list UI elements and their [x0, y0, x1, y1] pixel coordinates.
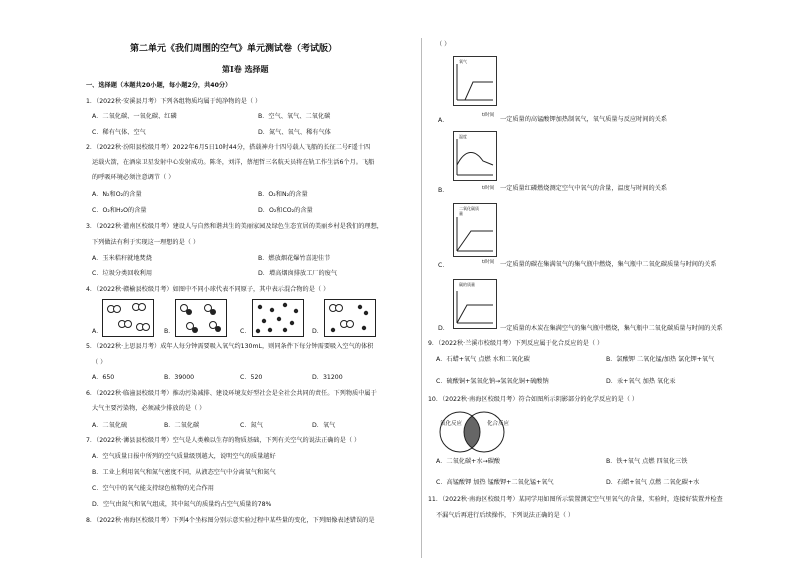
particle-diagram-b [175, 299, 227, 337]
q9-option-b: B．氯酸钾 二氧化锰/加热 氯化钾+氧气 [606, 356, 715, 363]
question-3: 3．（2022秋·灌南区校级月考）建设人与自然和谐共生的美丽家园及绿色生态宜居的美丽乡村是我们的理想， [86, 223, 383, 230]
q5-option-a: A．650 [92, 374, 115, 381]
q5-option-d: D．31200 [312, 374, 343, 381]
question-7: 7．（2022秋·浉县县校级月考）空气是人类赖以生存的物质基础，下列有关空气的说法正确的是（ ） [86, 437, 361, 444]
question-11: 11．（2022秋·南海区校级月考）某同学用如图所示装置测定空气里氧气的含量，实验时，连接好装置并检查 [428, 496, 723, 503]
q6-option-c: C．氮气 [240, 422, 263, 429]
graph-b-option: B． [438, 187, 449, 194]
particle-diagram-d [324, 299, 376, 337]
q10-option-d: D．石蜡+氧气 点燃 二氧化碳+水 [606, 479, 700, 486]
graph-a-ylabel: 氧气 [459, 59, 467, 64]
graph-d-ylabel: 碳的质量 [459, 282, 475, 287]
venn-diagram [436, 410, 508, 454]
q4-option-c: C． [240, 328, 251, 335]
q1-option-a: A．二氧化碳、一氧化碳、红磷 [92, 113, 177, 120]
venn-left-label: 氧化反应 [440, 421, 463, 427]
question-5: 5．（2022秋·上思县月考）成年人每分钟需要吸入氧气约130mL，则同条件下每分钟需要吸入空气的体积 [86, 343, 374, 350]
graph-c-option: C． [438, 262, 449, 269]
q2-option-d: D．O₂和CO₂的含量 [258, 207, 313, 214]
question-3-line2: 下列做法有利于实现这一理想的是（ ） [92, 239, 200, 246]
graph-d-option: D． [438, 325, 449, 332]
graph-c-xlabel: t/时间 [482, 260, 495, 265]
graph-a-text: 一定质量的高锰酸钾加热制氧气，氧气质量与反应时间的关系 [500, 116, 668, 123]
graph-d [453, 279, 497, 329]
q7-option-a: A．空气质量日报中所列的空气质量级别越大，说明空气的质量越好 [92, 453, 276, 460]
q4-option-d: D． [312, 328, 323, 335]
q4-option-a: A． [92, 328, 103, 335]
q2-option-b: B．O₂和N₂的含量 [258, 191, 308, 198]
q3-option-d: D．增高烟囱排放工厂的废气 [258, 270, 338, 277]
question-6: 6．（2022秋·临潼县校级月考）推动污染减排、建设环境友好型社会是全社会共同的责任。下列物质中属于 [86, 390, 377, 397]
q1-option-d: D．氮气、氧气、稀有气体 [258, 129, 331, 136]
q10-option-a: A．二氧化碳+水→碳酸 [436, 458, 501, 465]
question-4: 4．（2022秋·赣榆县校级月考）如图中不同小球代表不同原子，其中表示混合物的是（ ） [86, 286, 330, 293]
q1-option-b: B．空气、氧气、二氧化碳 [258, 113, 331, 120]
q7-option-b: B．工业上利用氧气和氮气密度不同，从液态空气中分离氧气和氮气 [92, 469, 276, 476]
graph-c [453, 203, 497, 257]
graph-a [453, 56, 497, 106]
q9-option-d: D．汞+氧气 加热 氧化汞 [606, 378, 676, 385]
part-heading: 一、选择题（本题共20小题，每小题2分，共40分） [86, 82, 232, 89]
question-2-line2: 运载火箭，在酒泉卫星发射中心发射成功。陈冬，刘洋，蔡旭哲三名航天员将在轨工作生活6个月。飞船 [92, 159, 375, 166]
q10-option-c: C．高锰酸钾 加热 锰酸钾+二氧化锰+氧气 [436, 479, 554, 486]
q5-option-b: B．39000 [164, 374, 195, 381]
column-divider [421, 38, 422, 558]
question-10: 10．（2022秋·南海区校级月考）符合如图所示阴影部分的化学反应的是（ ） [428, 396, 639, 403]
q9-option-a: A．石蜡+氧气 点燃 水和二氧化碳 [436, 356, 530, 363]
q3-option-c: C．垃圾分类回收利用 [92, 270, 153, 277]
graph-b [453, 131, 497, 181]
graph-b-xlabel: t/时间 [482, 186, 495, 191]
q3-option-b: B．燃放烟花爆竹喜迎佳节 [258, 255, 331, 262]
particle-diagram-a [102, 299, 154, 337]
q3-option-a: A．玉米秸秆就地焚烧 [92, 255, 152, 262]
graph-a-option: A． [438, 117, 449, 124]
graph-c-ylabel: 二氧化碳质量 [459, 206, 479, 216]
graph-b-text: 一定质量红磷燃烧测定空气中氧气的含量，温度与时间的关系 [500, 185, 668, 192]
particle-diagram-c [252, 299, 304, 337]
q4-option-b: B． [164, 328, 175, 335]
q5-option-c: C．520 [240, 374, 263, 381]
question-6-line2: 大气主要污染物，必须减少排放的是（ ） [92, 405, 206, 412]
question-8: 8．（2022秋·南海区校级月考）下列4个坐标图分别示意实验过程中某些量的变化，下列图像表述错误的是 [86, 517, 375, 524]
graph-a-xlabel: t/时间 [482, 113, 495, 118]
q2-option-a: A．N₂和O₂的含量 [92, 191, 142, 198]
q8-answer-paren: （ ） [436, 41, 451, 48]
q9-option-c: C．硫酸铜+氢氧化钠→氢氧化铜+硫酸钠 [436, 378, 549, 385]
question-11-line2: 不漏气后再进行后续操作，下列说法正确的是（ ） [436, 512, 575, 519]
q6-option-b: B．二氧化碳 [164, 422, 200, 429]
q6-option-a: A．二氧化硫 [92, 422, 128, 429]
graph-c-text: 一定质量的碳在集满氧气的集气瓶中燃烧，集气瓶中二氧化碳质量与时间的关系 [500, 261, 717, 268]
question-2-line3: 的呼吸环境必须注意调节（ ） [92, 174, 175, 181]
q2-option-c: C．O₂和H₂O的含量 [92, 207, 147, 214]
section-title: 第Ⅰ卷 选择题 [222, 64, 269, 74]
q6-option-d: D．氧气 [312, 422, 336, 429]
question-5-line2: （ ） [92, 359, 107, 366]
question-2: 2．（2022秋·汾阳县校级月考）2022年6月5日10时44分，搭载神舟十四号载人飞船的长征二号F遥十四 [86, 144, 371, 151]
graph-d-text: 一定质量的木炭在集满空气的集气瓶中燃烧，集气瓶中二氧化碳质量与时间的关系 [500, 325, 723, 332]
question-1: 1．（2022秋·安溪县月考）下列各组物质均属于纯净物的是（ ） [86, 98, 262, 105]
graph-b-ylabel: 温度 [459, 134, 467, 139]
venn-right-label: 化合反应 [487, 421, 510, 427]
q7-option-d: D．空气由氮气和氧气组成，其中氮气的质量约占空气质量的78% [92, 501, 272, 508]
q1-option-c: C．稀有气体、空气 [92, 129, 146, 136]
question-9: 9．（2022秋·兰溪市校级月考）下列反应属于化合反应的是（ ） [428, 340, 604, 347]
q7-option-c: C．空气中的氧气能支持绿色植物的光合作用 [92, 485, 214, 492]
q10-option-b: B．铁+氧气 点燃 四氧化三铁 [606, 458, 688, 465]
page-title: 第二单元《我们周围的空气》单元测试卷（考试版） [130, 44, 338, 54]
